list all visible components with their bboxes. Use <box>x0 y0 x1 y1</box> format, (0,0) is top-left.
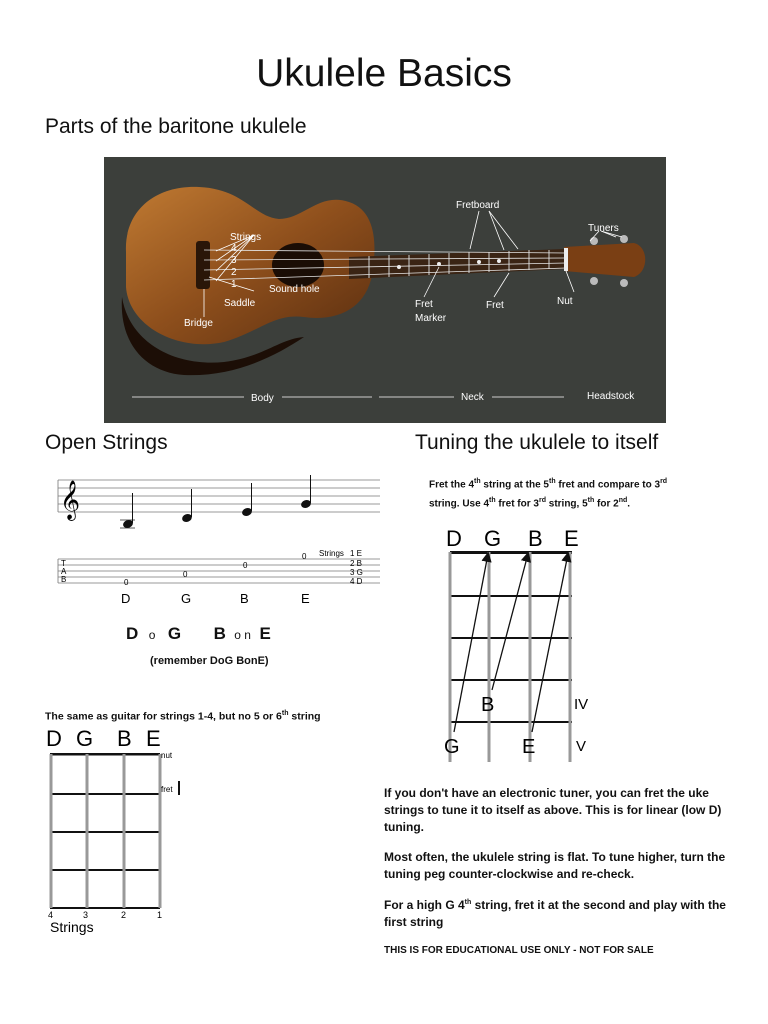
tuning-letter-b: B <box>528 526 543 551</box>
sound-hole-label: Sound hole <box>269 284 320 295</box>
ukulele-illustration <box>104 157 666 423</box>
neck-label: Neck <box>461 392 484 403</box>
tab-letter-b: B <box>61 575 67 584</box>
mnemonic-b: B <box>213 624 226 643</box>
tuning-paragraph-3: For a high G 4th string, fret it at the second and play with the first string <box>384 898 726 929</box>
mnemonic-on: o n <box>234 628 251 642</box>
headstock-label: Headstock <box>587 391 635 402</box>
chart-letter-d: D <box>46 726 62 751</box>
saddle-label: Saddle <box>224 298 256 309</box>
tab-letter-t: T <box>61 559 66 568</box>
chart-string-3: 3 <box>83 910 89 920</box>
tab-string-2: 2 B <box>350 559 363 568</box>
note-name-e: E <box>301 591 310 606</box>
treble-clef-icon: 𝄞 <box>60 481 81 519</box>
tuning-heading: Tuning the ukulele to itself <box>415 431 659 454</box>
body-label: Body <box>251 393 274 404</box>
open-strings-fret-chart <box>44 724 204 939</box>
tuning-instructions: Fret the 4th string at the 5th fret and compare to 3rd string. Use 4th fret for 3rd string, 5th for 2nd. <box>429 478 668 510</box>
nut <box>564 248 568 271</box>
note-name-b: B <box>240 591 249 606</box>
tab-fret-g: 0 <box>183 570 188 579</box>
string-number-4: 4 <box>231 243 237 254</box>
string-number-1: 1 <box>231 279 237 290</box>
chart-string-1: 1 <box>157 910 163 920</box>
mnemonic <box>126 624 271 644</box>
fret-text: fret <box>161 785 173 794</box>
guitar-compare-text: The same as guitar for strings 1-4, but no 5 or 6th string <box>45 710 321 723</box>
strings-label: Strings <box>230 232 262 243</box>
tab-strings-label: Strings <box>319 549 344 558</box>
fret-v-label: V <box>576 738 587 755</box>
page-title: Ukulele Basics <box>256 52 512 95</box>
tuning-paragraph-1: If you don't have an electronic tuner, you can fret the uke strings to tune it to itself as above. This is for linear (low D) tuning. <box>384 786 722 834</box>
tab-string-1: 1 E <box>350 549 363 558</box>
tuning-letter-e: E <box>564 526 579 551</box>
chart-string-2: 2 <box>121 910 127 920</box>
chart-letter-g: G <box>76 726 94 751</box>
mnemonic-note: (remember DoG BonE) <box>150 655 269 667</box>
mnemonic-g: G <box>167 624 182 643</box>
parts-heading: Parts of the baritone ukulele <box>45 115 307 138</box>
tab-string-3: 3 G <box>350 568 363 577</box>
note-name-g: G <box>181 591 192 606</box>
mnemonic-d: D <box>126 624 139 643</box>
open-strings-heading: Open Strings <box>45 431 168 454</box>
mnemonic-o: o <box>148 628 156 642</box>
tab-letter-a: A <box>61 567 67 576</box>
footer-notice: THIS IS FOR EDUCATIONAL USE ONLY - NOT FOR SALE <box>384 945 654 956</box>
tuning-fret-chart <box>444 522 614 762</box>
bridge <box>196 241 210 289</box>
fret-iv-label: IV <box>574 696 589 713</box>
fretboard-label: Fretboard <box>456 200 500 211</box>
tuning-paragraph-2: Most often, the ukulele string is flat. To tune higher, turn the tuning peg counter-clockwise and re-check. <box>384 850 726 881</box>
chart-letter-b: B <box>117 726 132 751</box>
nut-label: Nut <box>557 296 573 307</box>
nut-text: nut <box>161 751 173 760</box>
tuners-label: Tuners <box>588 223 619 234</box>
tuning-letter-d: D <box>446 526 462 551</box>
headstock <box>564 243 645 277</box>
tuning-fret-e: E <box>522 736 536 758</box>
sound-hole <box>272 243 324 287</box>
staff-notes <box>120 475 312 529</box>
ukulele-body <box>126 187 375 344</box>
tuning-fret-g: G <box>444 736 460 758</box>
tab-fret-d: 0 <box>124 578 129 587</box>
string-number-2: 2 <box>231 267 237 278</box>
tuning-letter-g: G <box>484 526 502 551</box>
fret-marker-label-1: Fret <box>415 299 433 310</box>
ukulele-photo <box>104 157 666 423</box>
fret-marker-label-2: Marker <box>415 313 447 324</box>
tab-fret-e: 0 <box>302 552 307 561</box>
fret-label: Fret <box>486 300 504 311</box>
bridge-label: Bridge <box>184 318 213 329</box>
chart-letter-e: E <box>146 726 161 751</box>
mnemonic-e: E <box>259 624 271 643</box>
tab-string-4: 4 D <box>350 577 363 586</box>
strings-caption: Strings <box>50 919 94 935</box>
tuning-fret-b: B <box>481 694 495 716</box>
open-strings-notation <box>55 475 385 610</box>
note-name-d: D <box>121 591 131 606</box>
chart-string-4: 4 <box>48 910 54 920</box>
string-number-3: 3 <box>231 255 237 266</box>
tab-fret-b: 0 <box>243 561 248 570</box>
